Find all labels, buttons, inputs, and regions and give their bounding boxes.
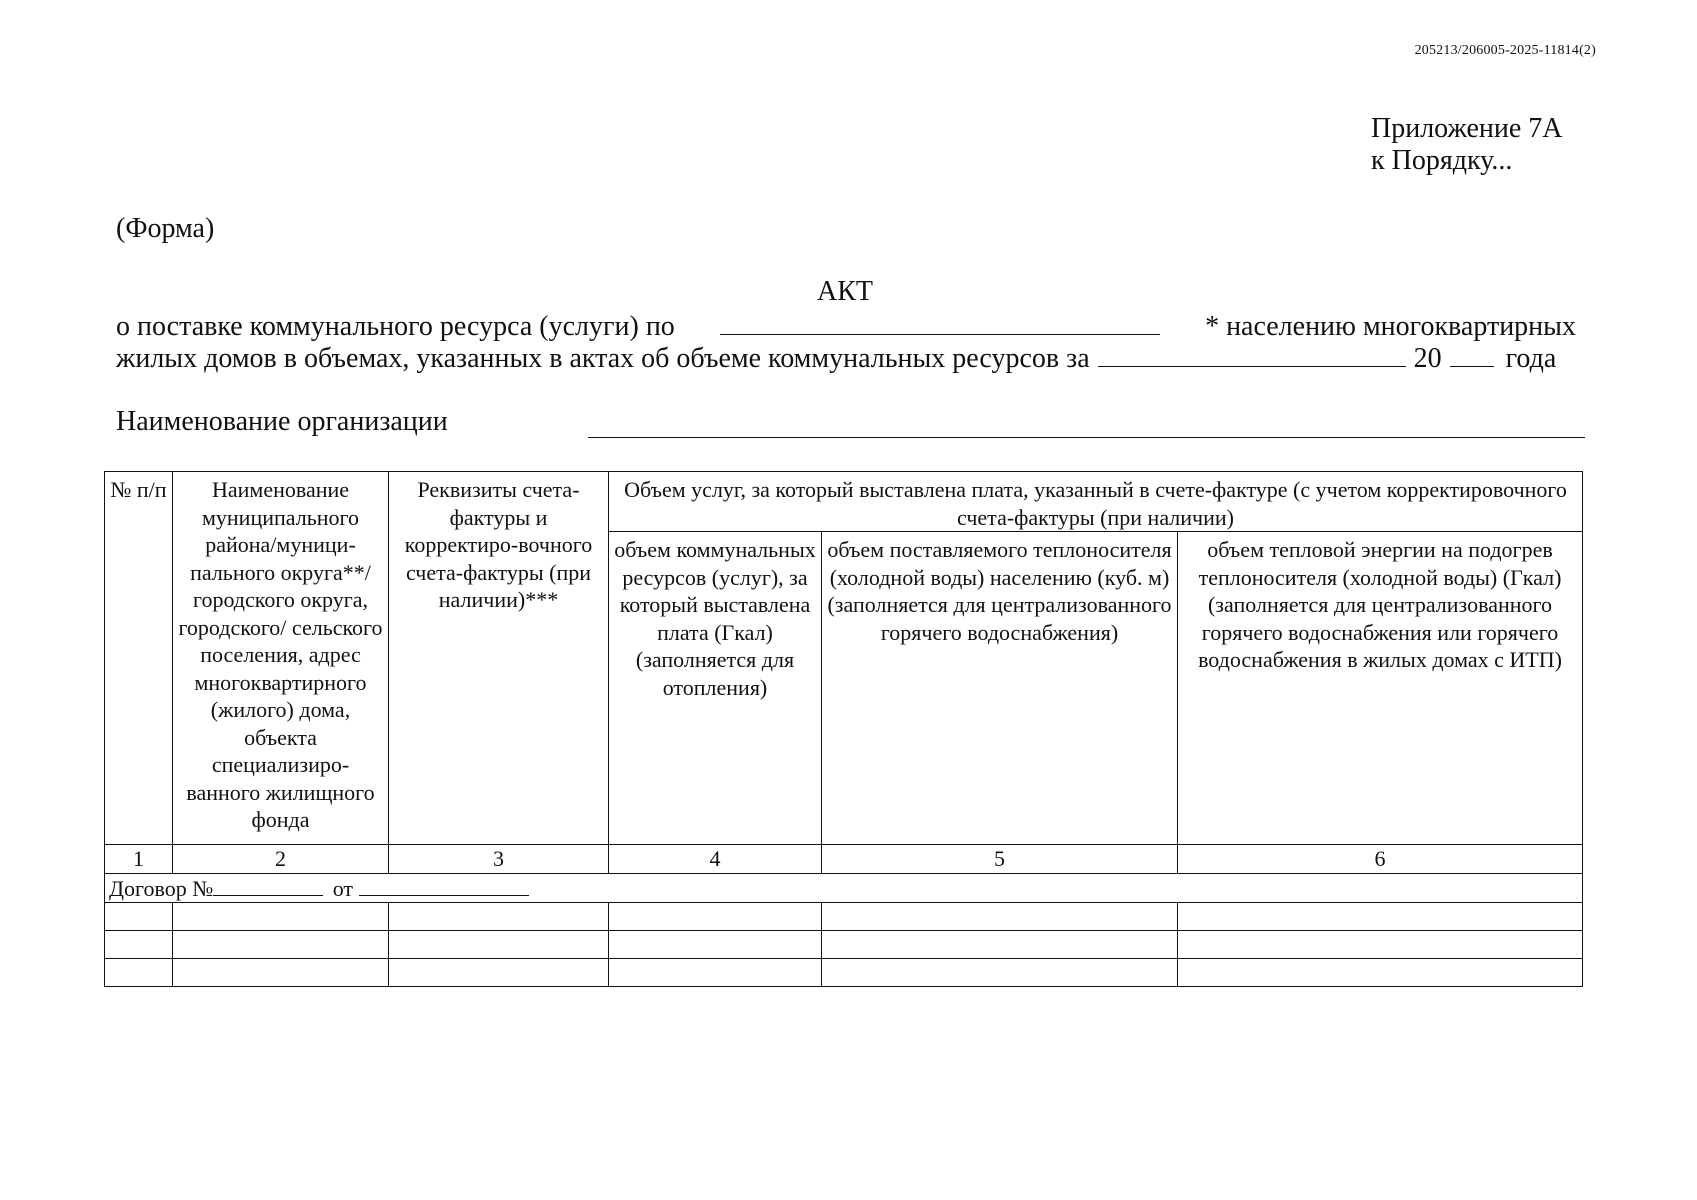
organization-name-line <box>588 437 1585 438</box>
table-cell <box>1178 903 1583 931</box>
header-municipality-address: Наименование муниципального района/муници-пального округа**/ городского округа, городского/ сельского поселения, адрес многоквартирного (жилого) дома, объекта специализиро-ванного жилищного фонда <box>173 472 389 845</box>
column-number-2: 2 <box>173 845 389 874</box>
resource-blank-field <box>720 310 1160 335</box>
column-number-6: 6 <box>1178 845 1583 874</box>
header-invoice-details: Реквизиты счета-фактуры и корректиро-вочного счета-фактуры (при наличии)*** <box>389 472 609 845</box>
period-blank-field <box>1098 342 1406 367</box>
table-cell <box>389 931 609 959</box>
act-subject-line-1 <box>116 310 1576 343</box>
appendix-reference <box>1371 113 1563 177</box>
table-row <box>105 931 1583 959</box>
table-cell <box>389 959 609 987</box>
appendix-line-2: к Порядку... <box>1371 145 1513 176</box>
table-row <box>105 959 1583 987</box>
table-cell <box>173 959 389 987</box>
column-number-5: 5 <box>822 845 1178 874</box>
header-thermal-energy-volume: объем тепловой энергии на подогрев теплоносителя (холодной воды) (Гкал) (заполняется для централизованного горячего водоснабжения или горячего водоснабжения в жилых домах с ИТП) <box>1178 532 1583 845</box>
table-cell <box>105 903 173 931</box>
table-cell <box>822 931 1178 959</box>
table-row <box>105 903 1583 931</box>
appendix-line-1: Приложение 7А <box>1371 113 1563 144</box>
table-cell <box>1178 931 1583 959</box>
contract-number-label: Договор № <box>109 875 214 901</box>
header-row-number: № п/п <box>105 472 173 845</box>
table-cell <box>173 903 389 931</box>
act-table-container <box>104 471 1582 987</box>
act-title: АКТ <box>817 276 873 307</box>
table-cell <box>105 931 173 959</box>
document-registration-number: 205213/206005-2025-11814(2) <box>1414 43 1596 58</box>
table-cell <box>609 931 822 959</box>
table-cell <box>389 903 609 931</box>
subject-line-1-end: * населению многоквартирных <box>1205 311 1576 342</box>
column-number-1: 1 <box>105 845 173 874</box>
header-billed-volume-group: Объем услуг, за который выставлена плата, указанный в счете-фактуре (с учетом корректировочного счета-фактуры (при наличии) <box>609 472 1583 532</box>
form-label: (Форма) <box>116 213 215 244</box>
table-cell <box>173 931 389 959</box>
table-cell <box>105 959 173 987</box>
column-number-row <box>105 845 1583 874</box>
year-prefix: 20 <box>1413 343 1442 374</box>
act-table <box>104 471 1583 987</box>
column-number-4: 4 <box>609 845 822 874</box>
contract-date-label: от <box>332 875 354 901</box>
year-blank-field <box>1450 342 1494 367</box>
act-subject-line-2 <box>116 342 1556 375</box>
contract-date-blank <box>359 875 529 896</box>
column-number-3: 3 <box>389 845 609 874</box>
table-cell <box>609 959 822 987</box>
contract-row <box>105 874 1583 903</box>
table-cell <box>822 959 1178 987</box>
contract-cell <box>105 874 1583 903</box>
table-cell <box>822 903 1178 931</box>
table-cell <box>609 903 822 931</box>
contract-number-blank <box>213 875 323 896</box>
subject-line-1-start: о поставке коммунального ресурса (услуги) по <box>116 311 675 342</box>
header-coolant-volume: объем поставляемого теплоносителя (холодной воды) населению (куб. м) (заполняется для централизованного горячего водоснабжения) <box>822 532 1178 845</box>
year-suffix: года <box>1505 343 1557 374</box>
header-resource-volume: объем коммунальных ресурсов (услуг), за который выставлена плата (Гкал) (заполняется для отопления) <box>609 532 822 845</box>
subject-line-2-start: жилых домов в объемах, указанных в актах об объеме коммунальных ресурсов за <box>116 343 1090 374</box>
organization-name-label: Наименование организации <box>116 406 448 437</box>
table-cell <box>1178 959 1583 987</box>
